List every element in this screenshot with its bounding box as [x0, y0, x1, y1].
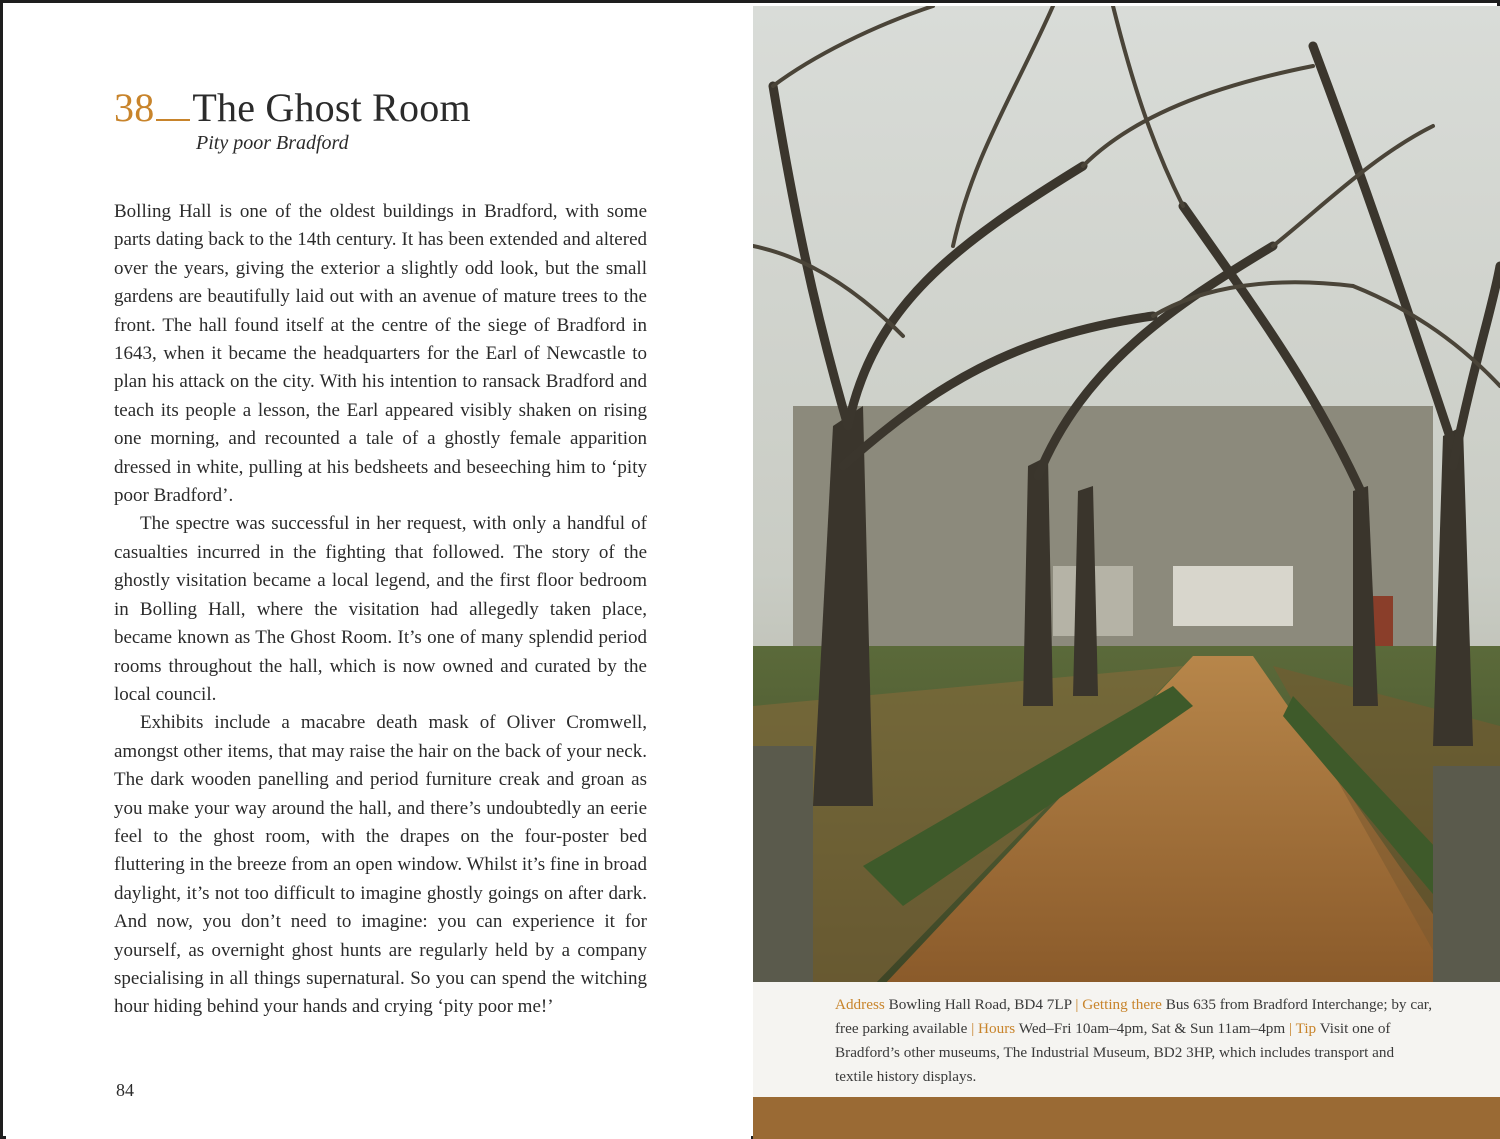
separator: |: [971, 1020, 975, 1037]
body-text: [114, 198, 647, 1022]
getting-there-label: Getting there: [1082, 996, 1162, 1013]
text-page: [6, 6, 751, 1139]
chapter-number: 38: [114, 85, 155, 130]
paragraph-2: The spectre was successful in her request, with only a handful of casualties incurred in the fighting that followed. The story of the ghostly visitation became a local legend, and the first floor bedroom in Bolling Hall, where the visitation had allegedly taken place, became known as The Ghost Room. It’s one of many splendid period rooms throughout the hall, which is now owned and curated by the local council.: [114, 513, 647, 705]
address-label: Address: [835, 996, 885, 1013]
page-number: 84: [116, 1080, 134, 1100]
address-text: Bowling Hall Road, BD4 7LP: [888, 996, 1072, 1013]
chapter-rule: [156, 119, 190, 121]
paragraph-1: Bolling Hall is one of the oldest buildings in Bradford, with some parts dating back to the 14th century. It has been extended and altered over the years, giving the exterior a slightly odd look, but the small gardens are beautifully laid out with an avenue of mature trees to the front. The hall found itself at the centre of the siege of Bradford in 1643, when it became the headquarters for the Earl of Newcastle to plan his attack on the city. With his intention to ransack Bradford and teach its people a lesson, the Earl appeared visibly shaken on rising one morning, and recounted a tale of a ghostly female apparition dressed in white, pulling at his bedsheets and beseeching him to ‘pity poor Bradford’.: [114, 201, 647, 507]
hours-text: Wed–Fri 10am–4pm, Sat & Sun 11am–4pm: [1018, 1020, 1286, 1037]
separator: |: [1289, 1020, 1293, 1037]
chapter-subtitle: Pity poor Bradford: [196, 132, 349, 154]
chapter-title: The Ghost Room: [192, 85, 471, 130]
tip-label: Tip: [1295, 1020, 1317, 1037]
info-box: [753, 982, 1500, 1097]
chapter-heading: [114, 84, 471, 132]
garden-photo: [753, 6, 1500, 1139]
visitor-info: [835, 993, 1435, 1089]
tip-text: Visit one of Bradford’s other museums, The Industrial Museum, BD2 3HP, which includes transport and textile history displays.: [835, 1020, 1395, 1085]
separator: |: [1075, 996, 1079, 1013]
hours-label: Hours: [978, 1020, 1016, 1037]
paragraph-3: Exhibits include a macabre death mask of Oliver Cromwell, amongst other items, that may raise the hair on the back of your neck. The dark wooden panelling and period furniture creak and groan as you make your way around the hall, and there’s undoubtedly an eerie feel to the ghost room, with the drapes on the four-poster bed fluttering in the breeze from an open window. Whilst it’s fine in broad daylight, it’s not too difficult to imagine ghostly goings on after dark. And now, you don’t need to imagine: you can experience it for yourself, as overnight ghost hunts are regularly held by a company specialising in all things supernatural. So you can spend the witching hour hiding behind your hands and crying ‘pity poor me!’: [114, 712, 647, 1018]
getting-there-text: Bus 635 from Bradford Interchange; by car, free parking available: [835, 996, 1433, 1037]
